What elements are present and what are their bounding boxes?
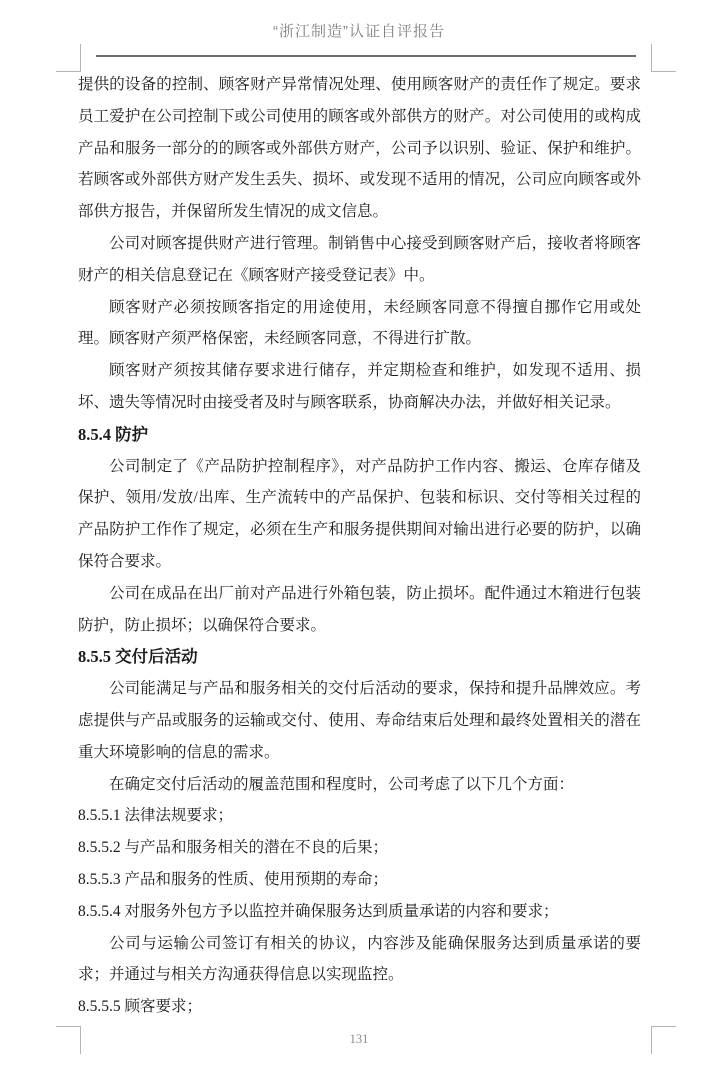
paragraph: 在确定交付后活动的履盖范围和程度时，公司考虑了以下几个方面： <box>109 775 575 793</box>
margin-crop-mark-top-left <box>56 44 81 72</box>
document-body <box>78 69 641 1023</box>
list-item: 8.5.5.5 顾客要求； <box>78 998 203 1016</box>
list-item: 8.5.5.1 法律法规要求； <box>78 807 234 825</box>
paragraph: 公司制定了《产品防护控制程序》，对产品防护工作内容、搬运、仓库存储及保护、领用/发放/出库、生产流转中的产品保护、包装和标识、交付等相关过程的产品防护工作作了规定，必须在生产和服务提供期间对输出进行必要的防护，以确保符合要求。 <box>78 457 641 570</box>
paragraph: 顾客财产必须按顾客指定的用途使用，未经顾客同意不得擅自挪作它用或处理。顾客财产须严格保密，未经顾客同意，不得进行扩散。 <box>78 298 641 348</box>
header-rule-line <box>96 55 636 57</box>
paragraph: 公司对顾客提供财产进行管理。制销售中心接受到顾客财产后，接收者将顾客财产的相关信息登记在《顾客财产接受登记表》中。 <box>78 234 641 284</box>
margin-crop-mark-top-right <box>651 44 676 72</box>
paragraph: 顾客财产须按其储存要求进行储存，并定期检查和维护，如发现不适用、损坏、遗失等情况时由接受者及时与顾客联系，协商解决办法，并做好相关记录。 <box>78 362 641 411</box>
paragraph: 公司能满足与产品和服务相关的交付后活动的要求，保持和提升品牌效应。考虑提供与产品或服务的运输或交付、使用、寿命结束后处理和最终处置相关的潜在重大环境影响的信息的需求。 <box>78 680 641 761</box>
paragraph: 公司在成品在出厂前对产品进行外箱包装，防止损坏。配件通过木箱进行包装防护，防止损坏；以确保符合要求。 <box>78 584 641 634</box>
footer-page-number: 131 <box>349 1032 369 1046</box>
section-heading: 8.5.4 防护 <box>78 424 149 444</box>
paragraph: 公司与运输公司签订有相关的协议，内容涉及能确保服务达到质量承诺的要求；并通过与相关方沟通获得信息以实现监控。 <box>78 934 641 984</box>
page-header-title: “浙江制造”认证自评报告 <box>273 23 445 40</box>
list-item: 8.5.5.3 产品和服务的性质、使用预期的寿命； <box>78 870 389 888</box>
list-item: 8.5.5.4 对服务外包方予以监控并确保服务达到质量承诺的内容和要求； <box>78 902 559 920</box>
section-heading: 8.5.5 交付后活动 <box>78 647 198 667</box>
paragraph: 提供的设备的控制、顾客财产异常情况处理、使用顾客财产的责任作了规定。要求员工爱护在公司控制下或公司使用的顾客或外部供方的财产。对公司使用的或构成产品和服务一部分的的顾客或外部供方财产，公司予以识别、验证、保护和维护。若顾客或外部供方财产发生丢失、损坏、或发现不适用的情况，公司应向顾客或外部供方报告，并保留所发生情况的成文信息。 <box>78 76 641 221</box>
list-item: 8.5.5.2 与产品和服务相关的潜在不良的后果； <box>78 839 389 857</box>
